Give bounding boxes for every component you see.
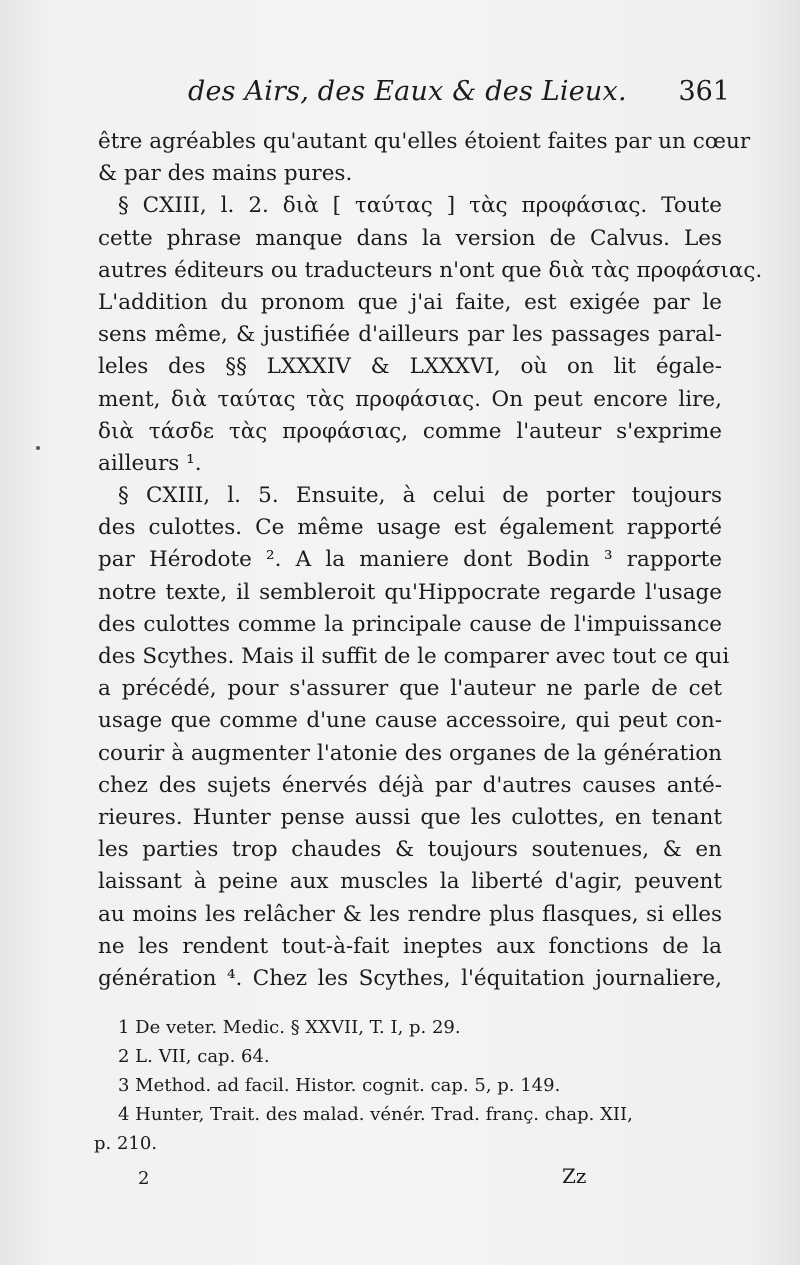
text-line: génération ⁴. Chez les Scythes, l'équitation journaliere,	[98, 965, 722, 991]
main-text	[98, 126, 763, 995]
text-line: des culottes. Ce même usage est également rapporté	[98, 515, 722, 541]
page-number: 361	[678, 76, 730, 107]
signature-mark: 2	[138, 1168, 150, 1189]
text-line: cette phrase manque dans la version de Calvus. Les	[98, 225, 722, 251]
ink-speck	[36, 446, 40, 450]
text-line: des culottes comme la principale cause de l'impuissance	[98, 611, 722, 637]
page-header	[110, 76, 730, 112]
text-line: διὰ τάσδε τὰς προφάσιας, comme l'auteur s'exprime	[98, 418, 722, 444]
footnote: 2 L. VII, cap. 64.	[118, 1046, 270, 1067]
text-line: notre texte, il sembleroit qu'Hippocrate regarde l'usage	[98, 579, 722, 605]
catchword: Zz	[562, 1164, 587, 1188]
text-line: ne les rendent tout-à-fait ineptes aux fonctions de la	[98, 933, 722, 959]
text-line: autres éditeurs ou traducteurs n'ont que διὰ τὰς προφάσιας.	[98, 257, 763, 283]
text-line: ment, διὰ ταύτας τὰς προφάσιας. On peut encore lire,	[98, 386, 722, 412]
text-line: usage que comme d'une cause accessoire, qui peut con-	[98, 708, 722, 734]
text-line: & par des mains pures.	[98, 161, 353, 187]
text-line: des Scythes. Mais il suffit de le comparer avec tout ce qui	[98, 644, 730, 669]
text-line: sens même, & justifiée d'ailleurs par les passages paral-	[98, 322, 722, 348]
text-line: laissant à peine aux muscles la liberté d'agir, peuvent	[98, 869, 722, 895]
running-title: des Airs, des Eaux & des Lieux.	[188, 76, 627, 107]
text-line: L'addition du pronom que j'ai faite, est exigée par le	[98, 289, 722, 315]
footnote: 4 Hunter, Trait. des malad. vénér. Trad. franç. chap. XII,	[118, 1104, 633, 1125]
text-line: rieures. Hunter pense aussi que les culottes, en tenant	[98, 804, 722, 830]
text-line: courir à augmenter l'atonie des organes de la génération	[98, 740, 722, 766]
footnote-continuation: p. 210.	[94, 1133, 158, 1154]
text-line: § CXIII, l. 5. Ensuite, à celui de porter toujours	[118, 483, 722, 509]
footnotes	[94, 1013, 728, 1158]
text-line: ailleurs ¹.	[98, 450, 202, 476]
footnote: 1 De veter. Medic. § XXVII, T. I, p. 29.	[118, 1017, 461, 1038]
text-line: leles des §§ LXXXIV & LXXXVI, où on lit égale-	[98, 354, 722, 380]
text-line: § CXIII, l. 2. διὰ [ ταύτας ] τὰς προφάσιας. Toute	[118, 193, 722, 219]
text-line: a précédé, pour s'assurer que l'auteur ne parle de cet	[98, 676, 722, 702]
text-line: les parties trop chaudes & toujours soutenues, & en	[98, 837, 722, 863]
text-line: par Hérodote ². A la maniere dont Bodin ³ rapporte	[98, 547, 722, 573]
text-line: chez des sujets énervés déjà par d'autres causes anté-	[98, 772, 722, 798]
footnote: 3 Method. ad facil. Histor. cognit. cap. 5, p. 149.	[118, 1075, 561, 1096]
text-line: être agréables qu'autant qu'elles étoient faites par un cœur	[98, 129, 751, 154]
text-line: au moins les relâcher & les rendre plus flasques, si elles	[98, 901, 722, 927]
